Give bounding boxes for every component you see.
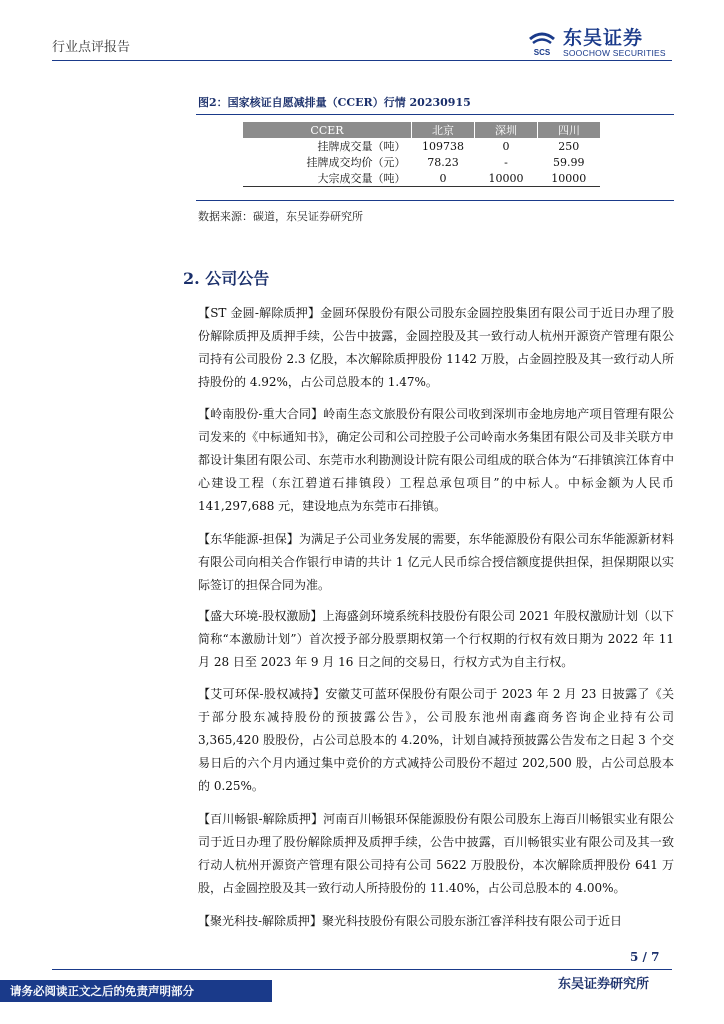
institute-name: 东吴证券研究所 <box>558 977 650 992</box>
figure-title: 图2：国家核证自愿减排量（CCER）行情 20230915 <box>198 96 471 109</box>
announcement-paragraph: 【聚光科技-解除质押】聚光科技股份有限公司股东浙江睿洋科技有限公司于近日 <box>198 914 623 928</box>
table-cell: 0 <box>412 170 475 187</box>
table-header-cell: CCER <box>243 122 412 138</box>
logo-cn-text: 东吴证券 <box>563 27 644 49</box>
scs-logo-icon <box>527 29 557 57</box>
figure-top-rule <box>196 114 674 115</box>
announcement-paragraph: 【ST 金圆-解除质押】金圆环保股份有限公司股东金圆控股集团有限公司于近日办理了股份解除质押及质押手续，公告中披露，金圆控股及其一致行动人杭州开源资产管理有限公司持有公司股份 2.3 亿股，本次解除质押股份 1142 万股，占金圆控股及其一致行动人所持股份的 4.92%，占公司总股本的 1.47%。 <box>198 306 674 389</box>
table-cell: 挂牌成交均价（元） <box>306 156 406 169</box>
announcement-paragraph: 【岭南股份-重大合同】岭南生态文旅股份有限公司收到深圳市金地房地产项目管理有限公司发来的《中标通知书》，确定公司和公司控股子公司岭南水务集团有限公司及非关联方申都设计集团有限公司、东莞市水利勘测设计院有限公司组成的联合体为“石排镇滨江体育中心建设工程（东江碧道石排镇段）工程总承包项目”的中标人。中标金额为人民币 141,297,688 元，建设地点为东莞市石排镇。 <box>198 407 674 513</box>
table-row <box>243 154 600 170</box>
table-cell: - <box>504 155 508 169</box>
table-cell: 10000 <box>475 170 538 187</box>
disclaimer-banner: 请务必阅读正文之后的免责声明部分 <box>0 980 272 1002</box>
table-cell: 大宗成交量（吨） <box>243 170 412 187</box>
table-cell: 挂牌成交量（吨） <box>317 140 406 153</box>
announcement-paragraph: 【艾可环保-股权减持】安徽艾可蓝环保股份有限公司于 2023 年 2 月 23 日披露了《关于部分股东减持股份的预披露公告》，公司股东池州南鑫商务咨询企业持有公司 3,365,420 股股份，占公司总股本的 4.20%，计划自减持预披露公告发布之日起 3 个交易日后的六个月内通过集中竞价的方式减持公司股份不超过 202,500 股，占公司总股本的 0.25%。 <box>198 687 674 793</box>
table-row <box>243 138 600 154</box>
announcement-paragraph: 【东华能源-担保】为满足子公司业务发展的需要，东华能源股份有限公司东华能源新材料有限公司向相关合作银行申请的共计 1 亿元人民币综合授信额度提供担保，担保期限以实际签订的担保合同为准。 <box>198 532 674 592</box>
page-number: 5 / 7 <box>630 950 660 964</box>
report-type-label: 行业点评报告 <box>52 40 131 55</box>
table-cell: 250 <box>558 139 580 153</box>
table-cell: 0 <box>502 139 510 153</box>
section-title: 2. 公司公告 <box>183 269 270 288</box>
header-divider <box>52 60 672 61</box>
table-cell: 78.23 <box>427 155 459 169</box>
table-cell: 109738 <box>422 139 464 153</box>
soochow-logo <box>527 28 666 58</box>
logo-mark-text: SCS <box>533 48 551 57</box>
announcement-paragraph: 【百川畅银-解除质押】河南百川畅银环保能源股份有限公司股东上海百川畅银实业有限公司于近日办理了股份解除质押及质押手续，公告中披露，百川畅银实业有限公司及其一致行动人杭州开源资产管理有限公司持有公司 5622 万股股份，本次解除质押股份 641 万股，占金圆控股及其一致行动人所持股份的 11.40%，占公司总股本的 4.00%。 <box>198 812 674 895</box>
table-header-cell: 四川 <box>538 122 601 138</box>
logo-en-text: SOOCHOW SECURITIES <box>563 48 666 58</box>
figure-bottom-rule <box>196 200 674 201</box>
footer-divider <box>52 969 672 970</box>
table-header-cell: 深圳 <box>475 122 538 138</box>
table-cell: 10000 <box>538 170 601 187</box>
announcement-paragraph: 【盛大环境-股权激励】上海盛剑环境系统科技股份有限公司 2021 年股权激励计划（以下简称“本激励计划”）首次授予部分股票期权第一个行权期的行权有效日期为 2022 年 11 月 28 日至 2023 年 9 月 16 日之间的交易日，行权方式为自主行权。 <box>198 609 674 669</box>
table-row <box>243 170 600 187</box>
table-header-cell: 北京 <box>412 122 475 138</box>
figure-source: 数据来源：碳道，东吴证券研究所 <box>198 210 363 223</box>
table-header-row <box>243 122 600 138</box>
table-cell: 59.99 <box>553 155 585 169</box>
ccer-table <box>243 122 600 187</box>
